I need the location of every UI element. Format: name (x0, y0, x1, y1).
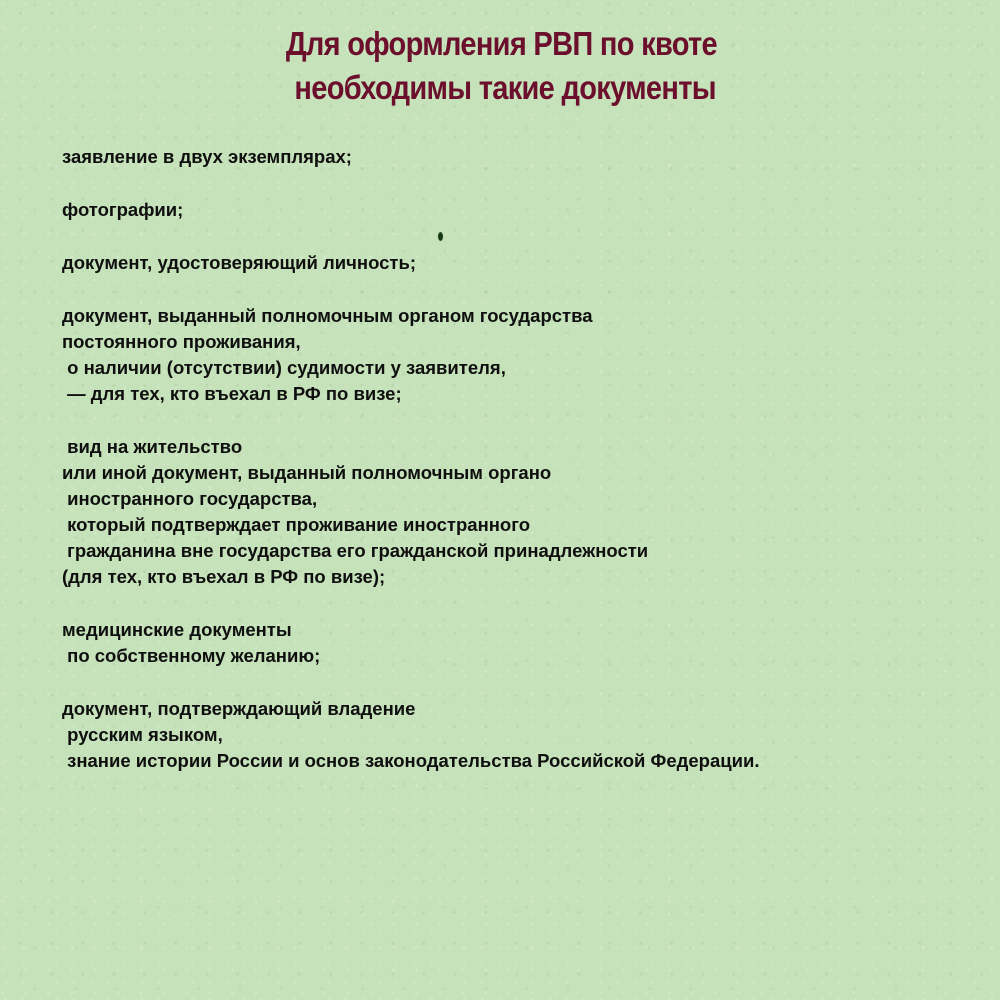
document-line: или иной документ, выданный полномочным органо (62, 462, 552, 483)
document-line: по собственному желанию; (62, 645, 321, 666)
page-title (61, 22, 941, 110)
document-line: — для тех, кто въехал в РФ по визе; (62, 383, 402, 404)
document-line: документ, выданный полномочным органом государства (62, 305, 593, 326)
document-item-photos (62, 197, 972, 223)
document-line: вид на жительство (62, 436, 243, 457)
document-line: который подтверждает проживание иностранного (62, 514, 530, 535)
document-item-residence-permit (62, 434, 972, 590)
document-item-medical (62, 617, 972, 669)
document-item-language (62, 696, 972, 774)
document-line: заявление в двух экземплярах; (62, 146, 352, 167)
document-line: (для тех, кто въехал в РФ по визе); (62, 566, 386, 587)
document-line: знание истории России и основ законодательства Российской Федерации. (62, 750, 760, 771)
document-line: постоянного проживания, (62, 331, 301, 352)
document-line: документ, удостоверяющий личность; (62, 252, 417, 273)
document-line: о наличии (отсутствии) судимости у заявителя, (62, 357, 506, 378)
document-item-identity (62, 250, 972, 276)
document-line: документ, подтверждающий владение (62, 698, 416, 719)
document-line: гражданина вне государства его гражданской принадлежности (62, 540, 649, 561)
title-line: необходимы такие документы (287, 69, 716, 106)
document-line: медицинские документы (62, 619, 292, 640)
document-item-criminal-record (62, 303, 972, 407)
document-item-application (62, 144, 972, 170)
title-line: Для оформления РВП по квоте (285, 25, 717, 62)
document-line: фотографии; (62, 199, 184, 220)
documents-list (62, 144, 972, 801)
document-line: иностранного государства, (62, 488, 318, 509)
document-line: русским языком, (62, 724, 223, 745)
